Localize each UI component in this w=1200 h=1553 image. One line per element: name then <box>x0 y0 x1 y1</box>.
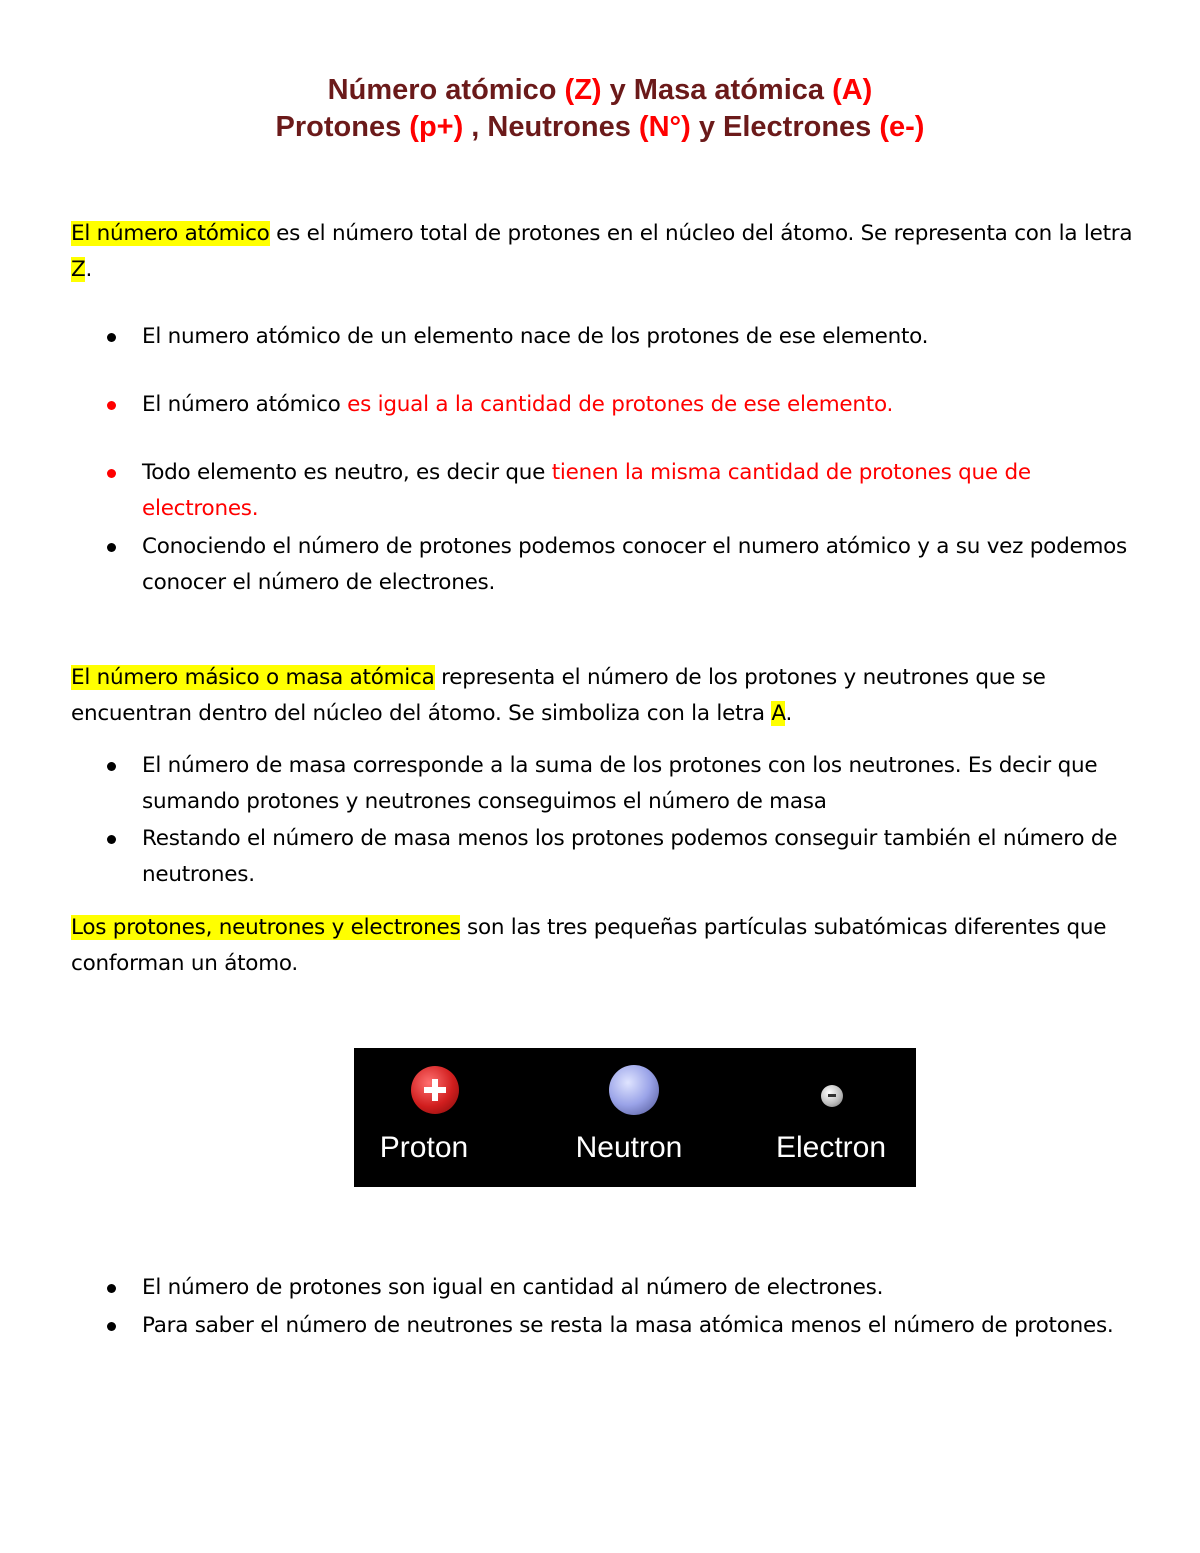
bullet-text: El número atómico <box>142 392 348 417</box>
summary-bullets <box>71 1270 1141 1344</box>
title-text: , Neutrones <box>463 111 639 143</box>
list-item <box>71 455 1141 527</box>
subatomic-particles-image <box>354 1048 916 1187</box>
bullet-text: El número de masa corresponde a la suma de los protones con los neutrones. Es decir que sumando protones y neutrones conseguimos el número de masa <box>142 753 1098 814</box>
list-item <box>71 821 1141 893</box>
title-symbol: (p+) <box>409 111 464 143</box>
paragraph-text: es el número total de protones en el núcleo del átomo. Se representa con la letra <box>269 221 1133 246</box>
bullet-red-text: es igual a la cantidad de protones de ese elemento. <box>347 392 894 417</box>
title-symbol: (A) <box>832 74 873 106</box>
atomic-number-paragraph <box>71 216 1141 288</box>
bullet-icon <box>107 1322 116 1331</box>
paragraph-text: representa el número de los protones y neutrones que se encuentran dentro del núcleo del átomo. Se simboliza con la letra <box>71 665 1046 726</box>
bullet-icon <box>107 1284 116 1293</box>
neutron-figure <box>548 1048 728 1187</box>
document-title <box>0 72 1200 146</box>
list-item <box>71 748 1141 820</box>
atomic-number-bullets <box>71 319 1141 601</box>
bullet-icon <box>107 333 116 342</box>
bullet-red-text: tienen la misma cantidad de protones que de electrones. <box>142 460 1031 521</box>
neutron-label: Neutron <box>575 1131 683 1164</box>
bullet-text: El numero atómico de un elemento nace de los protones de ese elemento. <box>142 324 929 349</box>
proton-label: Proton <box>379 1131 469 1164</box>
bullet-text: Restando el número de masa menos los protones podemos conseguir también el número de neutrones. <box>142 826 1118 887</box>
paragraph-end: . <box>85 257 93 282</box>
bullet-text: Para saber el número de neutrones se resta la masa atómica menos el número de protones. <box>142 1313 1114 1338</box>
particles-paragraph <box>71 910 1141 982</box>
proton-figure <box>354 1048 534 1187</box>
neutron-icon <box>609 1065 659 1115</box>
bullet-icon <box>107 835 116 844</box>
bullet-text: Todo elemento es neutro, es decir que <box>142 460 552 485</box>
bullet-icon <box>107 401 116 410</box>
bullet-icon <box>107 762 116 771</box>
list-item <box>71 529 1141 601</box>
electron-icon <box>821 1085 843 1107</box>
bullet-text: Conociendo el número de protones podemos conocer el numero atómico y a su vez podemos conocer el número de electrones. <box>142 534 1128 595</box>
title-text: Número atómico <box>327 74 565 106</box>
mass-number-bullets <box>71 748 1141 893</box>
highlighted-term: Los protones, neutrones y electrones <box>71 915 461 940</box>
title-text: Protones <box>275 111 410 143</box>
paragraph-text: son las tres pequeñas partículas subatómicas diferentes que conforman un átomo. <box>71 915 1107 976</box>
electron-figure <box>739 1048 919 1187</box>
highlighted-term: El número atómico <box>71 221 270 246</box>
bullet-icon <box>107 469 116 478</box>
bullet-icon <box>107 543 116 552</box>
title-line-2 <box>0 109 1200 146</box>
bullet-text: El número de protones son igual en cantidad al número de electrones. <box>142 1275 884 1300</box>
list-item <box>71 1270 1141 1306</box>
electron-label: Electron <box>775 1131 887 1164</box>
highlighted-letter: A <box>771 701 786 726</box>
title-symbol: (e-) <box>879 111 925 143</box>
title-text: y Electrones <box>690 111 880 143</box>
list-item <box>71 387 1141 423</box>
list-item <box>71 1308 1141 1344</box>
proton-icon <box>411 1066 459 1114</box>
mass-number-paragraph <box>71 660 1141 732</box>
title-line-1 <box>0 72 1200 109</box>
title-symbol: (N°) <box>638 111 691 143</box>
highlighted-letter: Z <box>71 257 86 282</box>
title-text: y Masa atómica <box>601 74 833 106</box>
title-symbol: (Z) <box>564 74 602 106</box>
paragraph-end: . <box>785 701 793 726</box>
list-item <box>71 319 1141 355</box>
highlighted-term: El número másico o masa atómica <box>71 665 435 690</box>
